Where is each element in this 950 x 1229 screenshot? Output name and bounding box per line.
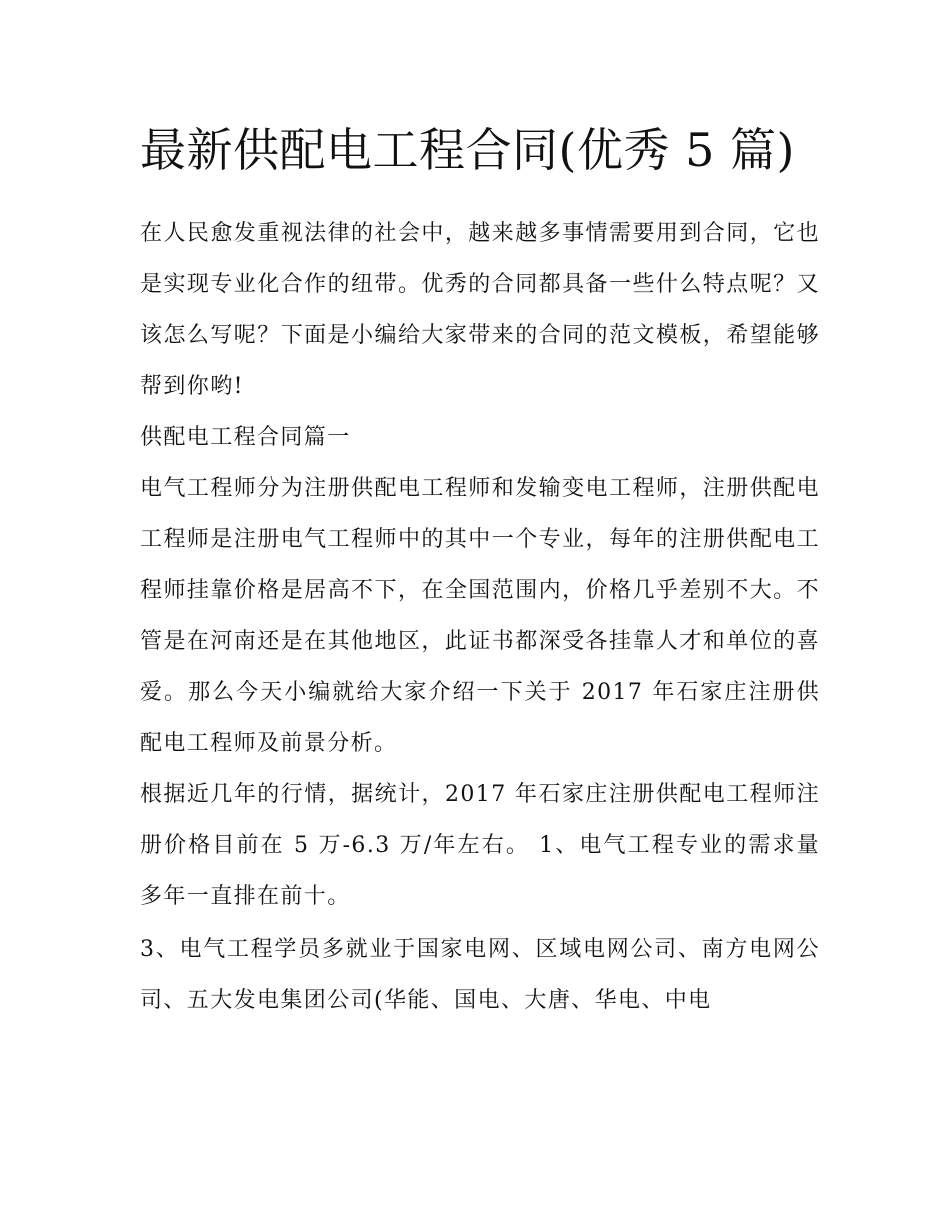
section-heading: 供配电工程合同篇一 (140, 425, 351, 450)
intro-paragraph: 在人民愈发重视法律的社会中，越来越多事情需要用到合同，它也是实现专业化合作的纽带。优秀的合同都具备一些什么特点呢？又该怎么写呢？下面是小编给大家带来的合同的范文模板，希望能够帮到你哟! (140, 221, 820, 399)
document-title: 最新供配电工程合同(优秀 5 篇) (140, 123, 795, 177)
body-paragraph: 电气工程师分为注册供配电工程师和发输变电工程师，注册供配电工程师是注册电气工程师中的其中一个专业，每年的注册供配电工程师挂靠价格是居高不下，在全国范围内，价格几乎差别不大。不管是在河南还是在其他地区，此证书都深受各挂靠人才和单位的喜爱。那么今天小编就给大家介绍一下关于 2017 年石家庄注册供配电工程师及前景分析。 (140, 476, 820, 756)
body-paragraph: 根据近几年的行情，据统计，2017 年石家庄注册供配电工程师注册价格目前在 5 万-6.3 万/年左右。 1、电气工程专业的需求量多年一直排在前十。 (140, 782, 820, 909)
document-content (140, 112, 820, 1026)
body-paragraph: 3、电气工程学员多就业于国家电网、区域电网公司、南方电网公司、五大发电集团公司(华能、国电、大唐、华电、中电 (140, 937, 820, 1013)
